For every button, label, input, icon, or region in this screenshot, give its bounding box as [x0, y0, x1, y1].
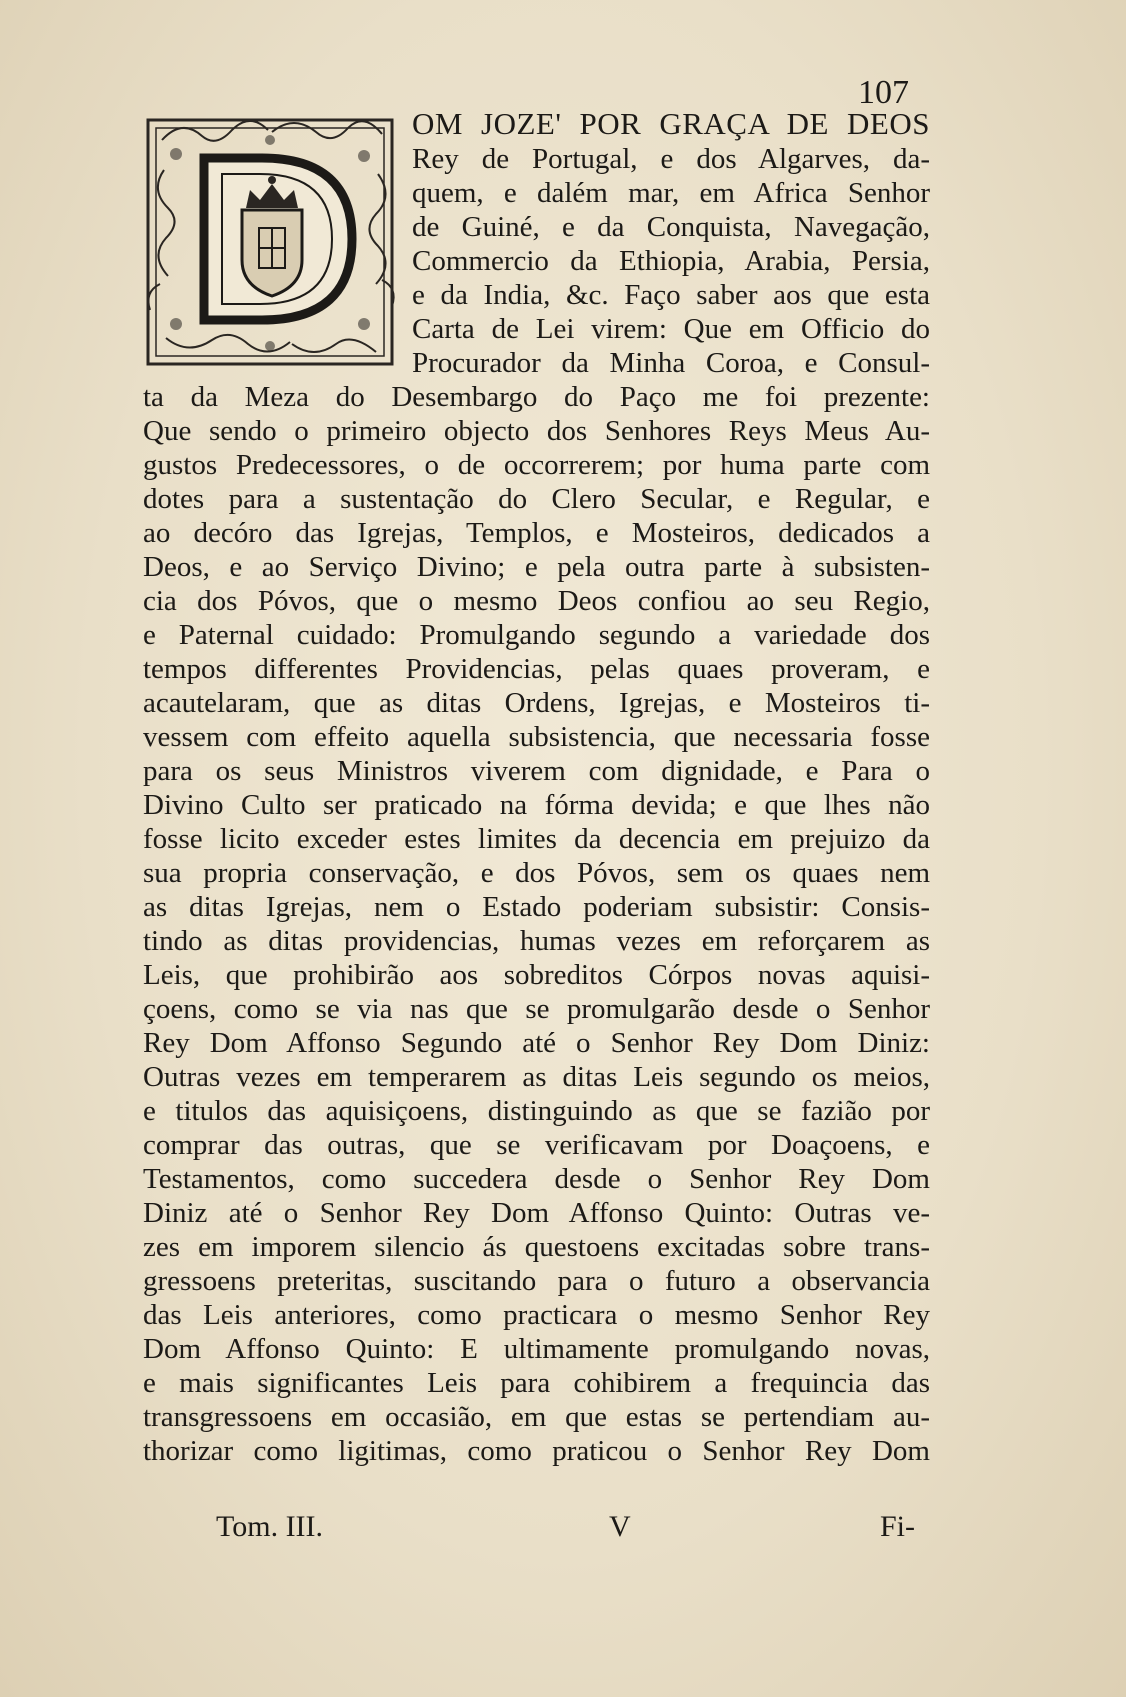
text-line: Procurador da Minha Coroa, e Consul-: [412, 347, 930, 379]
decorated-initial-d: [142, 110, 400, 372]
text-line: vessem com effeito aquella subsistencia, que necessaria fosse: [143, 721, 930, 753]
text-line: tempos differentes Providencias, pelas quaes proveram, e: [143, 653, 930, 685]
text-line: e mais significantes Leis para cohibirem a frequincia das: [143, 1367, 930, 1399]
signature-mark: V: [609, 1510, 631, 1543]
text-line: fosse licito exceder estes limites da decencia em prejuizo da: [143, 823, 930, 855]
text-line: Que sendo o primeiro objecto dos Senhores Reys Meus Au-: [143, 415, 930, 447]
text-line: Rey de Portugal, e dos Algarves, da-: [412, 143, 930, 175]
text-line: Commercio da Ethiopia, Arabia, Persia,: [412, 245, 930, 277]
text-line: Divino Culto ser praticado na fórma devida; e que lhes não: [143, 789, 930, 821]
text-line: e da India, &c. Faço saber aos que esta: [412, 279, 930, 311]
catchword: Fi-: [880, 1510, 916, 1543]
text-line: Carta de Lei virem: Que em Officio do: [412, 313, 930, 345]
text-line: Diniz até o Senhor Rey Dom Affonso Quinto: Outras ve-: [143, 1197, 930, 1229]
text-line: para os seus Ministros viverem com dignidade, e Para o: [143, 755, 930, 787]
text-line: acautelaram, que as ditas Ordens, Igrejas, e Mosteiros ti-: [143, 687, 930, 719]
text-line: quem, e dalém mar, em Africa Senhor: [412, 177, 930, 209]
text-line: cia dos Póvos, que o mesmo Deos confiou ao seu Regio,: [143, 585, 930, 617]
text-line: as ditas Igrejas, nem o Estado poderiam subsistir: Consis-: [143, 891, 930, 923]
text-line: ao decóro das Igrejas, Templos, e Mosteiros, dedicados a: [143, 517, 930, 549]
text-line: gustos Predecessores, o de occorrerem; por huma parte com: [143, 449, 930, 481]
decree-heading: OM JOZE' POR GRAÇA DE DEOS: [412, 106, 930, 141]
text-line: gressoens preteritas, suscitando para o futuro a observancia: [143, 1265, 930, 1297]
text-line: e titulos das aquisiçoens, distinguindo as que se fazião por: [143, 1095, 930, 1127]
text-line: Leis, que prohibirão aos sobreditos Córpos novas aquisi-: [143, 959, 930, 991]
text-line: Testamentos, como succedera desde o Senhor Rey Dom: [143, 1163, 930, 1195]
volume-label: Tom. III.: [216, 1510, 324, 1543]
page-number: 107: [858, 74, 909, 111]
text-line: Deos, e ao Serviço Divino; e pela outra parte à subsisten-: [143, 551, 930, 583]
text-line: Outras vezes em temperarem as ditas Leis segundo os meios,: [143, 1061, 930, 1093]
text-line: dotes para a sustentação do Clero Secular, e Regular, e: [143, 483, 930, 515]
text-line: e Paternal cuidado: Promulgando segundo a variedade dos: [143, 619, 930, 651]
text-line: çoens, como se via nas que se promulgarão desde o Senhor: [143, 993, 930, 1025]
text-line: zes em imporem silencio ás questoens excitadas sobre trans-: [143, 1231, 930, 1263]
text-line: sua propria conservação, e dos Póvos, sem os quaes nem: [143, 857, 930, 889]
text-line: Rey Dom Affonso Segundo até o Senhor Rey Dom Diniz:: [143, 1027, 930, 1059]
text-line: transgressoens em occasião, em que estas se pertendiam au-: [143, 1401, 930, 1433]
text-line: ta da Meza do Desembargo do Paço me foi prezente:: [143, 381, 930, 413]
text-line: comprar das outras, que se verificavam por Doaçoens, e: [143, 1129, 930, 1161]
text-line: de Guiné, e da Conquista, Navegação,: [412, 211, 930, 243]
text-line: tindo as ditas providencias, humas vezes em reforçarem as: [143, 925, 930, 957]
text-line: das Leis anteriores, como practicara o mesmo Senhor Rey: [143, 1299, 930, 1331]
text-line: Dom Affonso Quinto: E ultimamente promulgando novas,: [143, 1333, 930, 1365]
text-line: thorizar como ligitimas, como praticou o Senhor Rey Dom: [143, 1435, 930, 1467]
